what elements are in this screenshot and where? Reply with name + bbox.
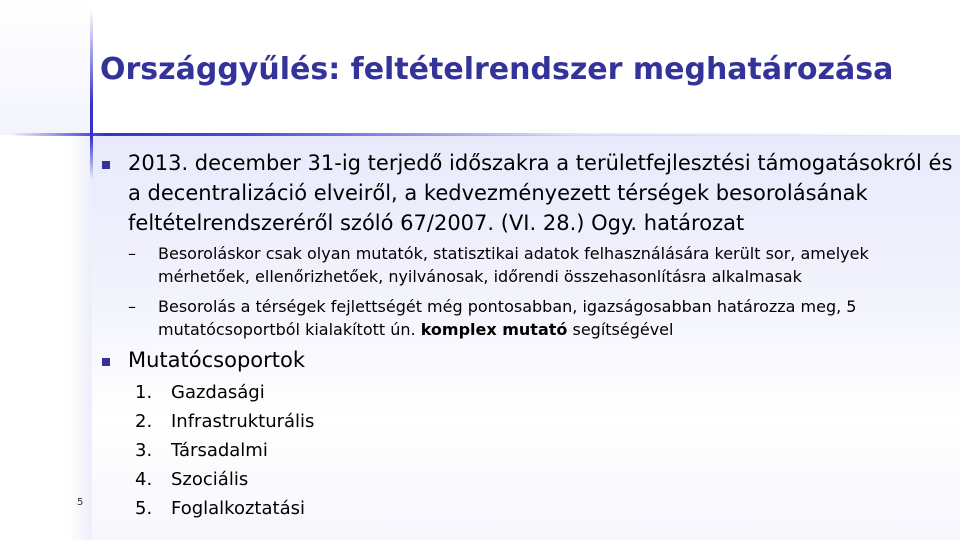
sub-item-1 [128, 242, 938, 288]
list-item-number: 1. [135, 382, 153, 403]
list-item-label: Gazdasági [171, 382, 265, 403]
sub-item-1-text [158, 242, 948, 288]
sub-item-2-line-2 [158, 318, 948, 341]
list-item-number: 2. [135, 411, 153, 432]
list-item-label: Foglalkoztatási [171, 498, 305, 519]
sub-item-2-line-2-end: segítségével [567, 320, 674, 339]
decorative-horizontal-line [10, 133, 950, 136]
sub-item-2 [128, 295, 938, 341]
sub-item-dash: – [128, 297, 136, 316]
komplex-mutato-emphasis: komplex mutató [420, 320, 568, 339]
bullet-1-text [128, 148, 953, 238]
sub-item-dash: – [128, 244, 136, 263]
sub-item-2-line-1: Besorolás a térségek fejlettségét még pontosabban, igazságosabban határozza meg, 5 [158, 297, 857, 316]
bullet-1-line-3: feltételrendszeréről szóló 67/2007. (VI. 28.) Ogy. határozat [128, 211, 745, 235]
sub-item-2-line-2-start: mutatócsoportból kialakított ún. [158, 320, 421, 339]
decorative-vertical-line [90, 10, 93, 180]
bullet-2-text: Mutatócsoportok [128, 348, 306, 372]
page-number: 5 [77, 497, 84, 508]
list-item-number: 4. [135, 469, 153, 490]
list-item-number: 5. [135, 498, 153, 519]
sub-item-2-text [158, 295, 948, 341]
bullet-square-icon [102, 161, 110, 169]
list-item-number: 3. [135, 440, 153, 461]
sub-item-1-line-1: Besoroláskor csak olyan mutatók, statisztikai adatok felhasználására került sor, amelyek [158, 244, 869, 263]
bullet-1-line-2: a decentralizáció elveiről, a kedvezményezett térségek besorolásának [128, 181, 868, 205]
list-item-label: Szociális [171, 469, 249, 490]
bullet-1-line-1: 2013. december 31-ig terjedő időszakra a területfejlesztési támogatásokról és [128, 151, 953, 175]
bullet-square-icon [102, 358, 110, 366]
list-item-label: Társadalmi [171, 440, 268, 461]
background-left-panel [0, 135, 92, 540]
list-item-label: Infrastrukturális [171, 411, 315, 432]
background-fade-top-left [0, 0, 92, 135]
slide-title: Országgyűlés: feltételrendszer meghatározása [100, 52, 894, 87]
sub-item-1-line-2: mérhetőek, ellenőrizhetőek, nyilvánosak, időrendi összehasonlításra alkalmasak [158, 267, 802, 286]
